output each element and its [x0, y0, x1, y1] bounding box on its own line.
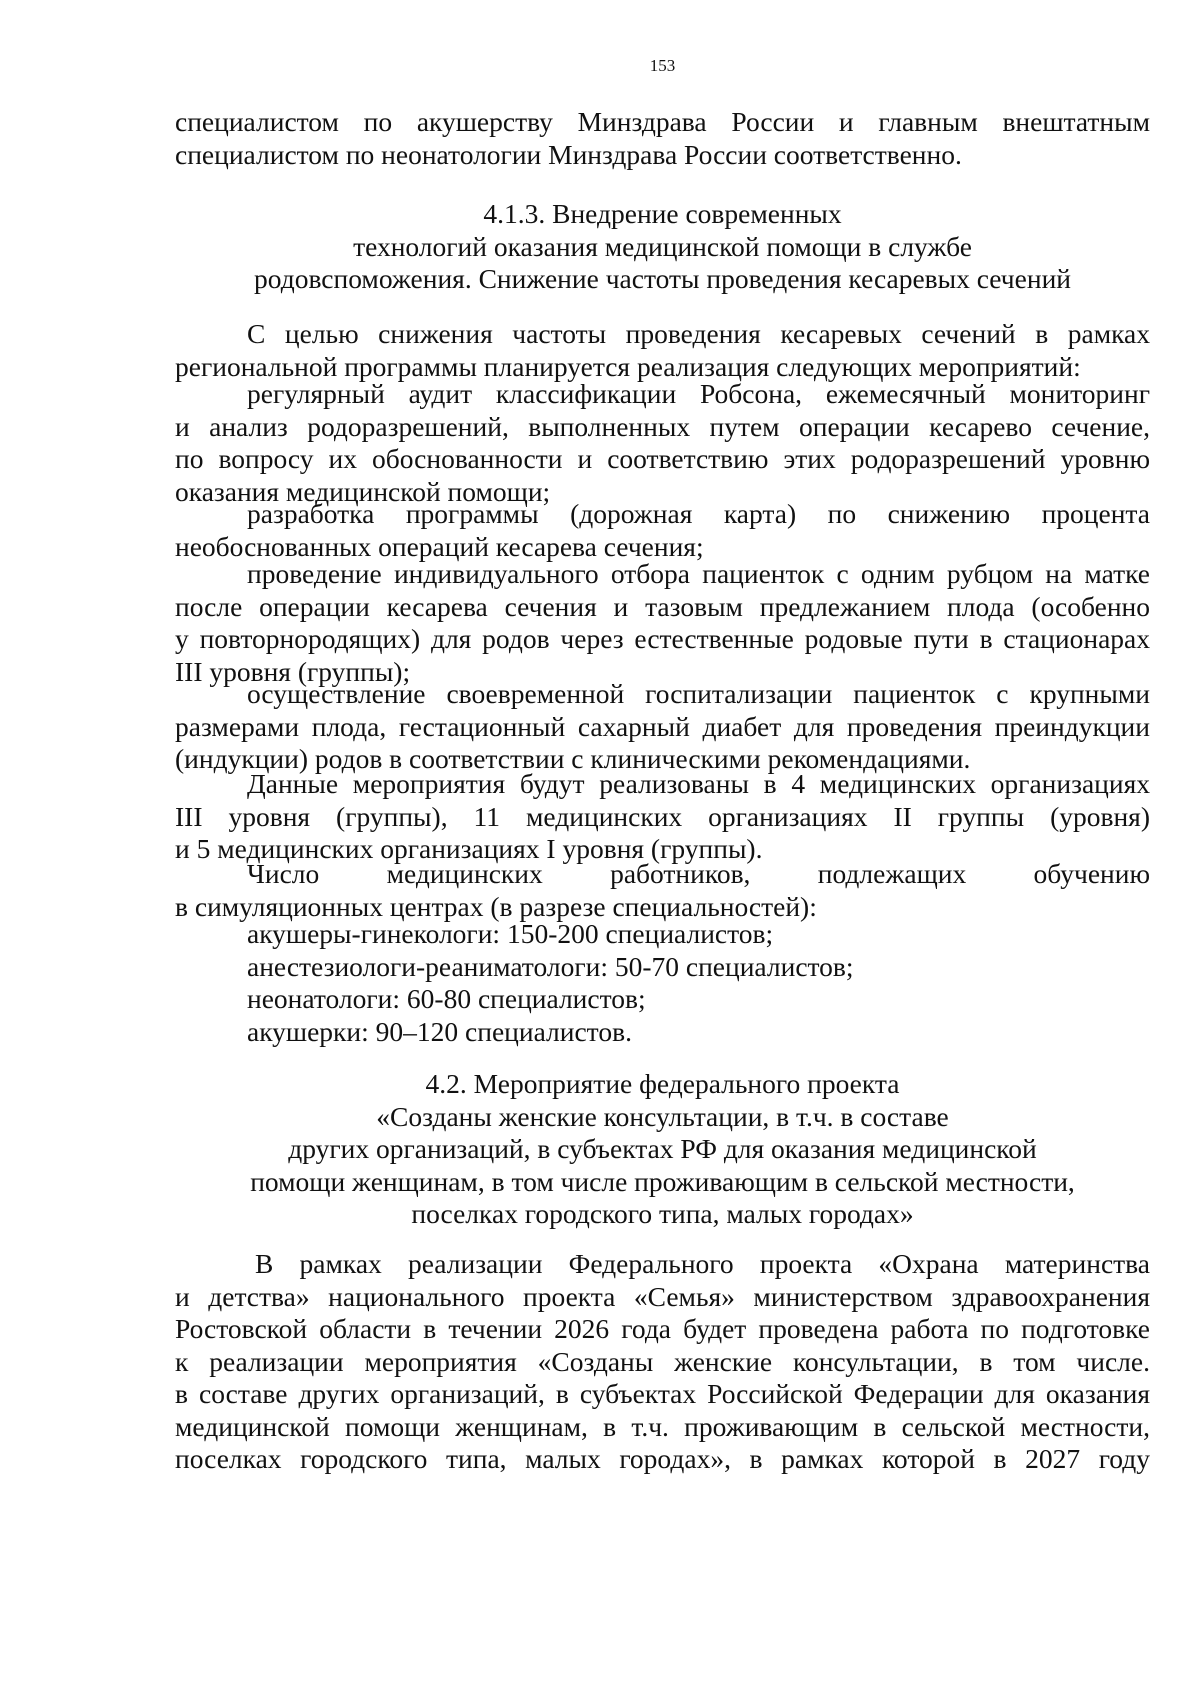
paragraph-organizations	[175, 768, 1150, 866]
section-heading-4-2	[175, 1068, 1150, 1231]
intro-paragraph	[175, 106, 1150, 171]
text-line: после операции кесарева сечения и тазовым предлежанием плода (особенно	[175, 590, 1150, 622]
staff-list	[175, 918, 1150, 1048]
text-line: III уровня (группы), 11 медицинских организациях II группы (уровня)	[175, 800, 1150, 832]
text-line: у повторнородящих) для родов через естественные родовые пути в стационарах	[175, 623, 1150, 654]
heading-line: 4.1.3. Внедрение современных	[483, 198, 842, 229]
paragraph-goal	[175, 318, 1150, 383]
text-line: в составе других организаций, в субъектах Российской Федерации для оказания	[175, 1378, 1150, 1409]
text-line: III уровня (группы);	[175, 655, 411, 687]
text-line: размерами плода, гестационный сахарный диабет для проведения преиндукции	[175, 710, 1150, 742]
text-line: и детства» национального проекта «Семья» министерством здравоохранения	[175, 1280, 1150, 1312]
text-line: специалистом по акушерству Минздрава России и главным внештатным	[175, 106, 1150, 137]
text-line: Ростовской области в течении 2026 года будет проведена работа по подготовке	[175, 1313, 1150, 1344]
paragraph-roadmap	[175, 498, 1150, 563]
text-line: осуществление своевременной госпитализации пациенток с крупными	[247, 678, 1150, 709]
section-heading-4-1-3	[175, 198, 1150, 296]
text-line: В рамках реализации Федерального проекта «Охрана материнства	[255, 1248, 1150, 1279]
list-item: неонатологи: 60-80 специалистов;	[247, 983, 646, 1014]
heading-line: технологий оказания медицинской помощи в службе	[353, 230, 972, 262]
text-line: и 5 медицинских организациях I уровня (группы).	[175, 833, 763, 864]
text-line: поселках городского типа, малых городах», в рамках которой в 2027 году	[175, 1443, 1150, 1474]
heading-line: поселках городского типа, малых городах»	[411, 1198, 914, 1229]
page-number: 153	[649, 56, 676, 75]
list-item: акушеры-гинекологи: 150-200 специалистов;	[247, 918, 774, 949]
text-line: необоснованных операций кесарева сечения;	[175, 530, 704, 562]
heading-line: помощи женщинам, в том числе проживающим в сельской местности,	[250, 1165, 1075, 1197]
text-line: регулярный аудит классификации Робсона, ежемесячный мониторинг	[247, 378, 1150, 409]
text-line: специалистом по неонатологии Минздрава России соответственно.	[175, 138, 962, 170]
text-line: к реализации мероприятия «Созданы женские консультации, в том числе.	[175, 1345, 1150, 1377]
paragraph-staff-training	[175, 858, 1150, 923]
text-line: медицинской помощи женщинам, в т.ч. проживающим в сельской местности,	[175, 1410, 1150, 1442]
text-line: в симуляционных центрах (в разрезе специальностей):	[175, 890, 817, 922]
text-line: Данные мероприятия будут реализованы в 4 медицинских организациях	[247, 768, 1150, 799]
text-line: региональной программы планируется реализация следующих мероприятий:	[175, 350, 1081, 382]
list-item: акушерки: 90–120 специалистов.	[247, 1015, 632, 1047]
text-line: проведение индивидуального отбора пациенток с одним рубцом на матке	[247, 558, 1150, 589]
paragraph-patient-selection	[175, 558, 1150, 688]
heading-line: «Созданы женские консультации, в т.ч. в составе	[376, 1100, 949, 1132]
text-line: С целью снижения частоты проведения кесаревых сечений в рамках	[247, 318, 1150, 349]
text-line: оказания медицинской помощи;	[175, 475, 551, 507]
paragraph-federal-project	[175, 1248, 1150, 1476]
text-line: по вопросу их обоснованности и соответствию этих родоразрешений уровню	[175, 443, 1150, 474]
heading-line: 4.2. Мероприятие федерального проекта	[425, 1068, 900, 1099]
heading-line: родовспоможения. Снижение частоты проведения кесаревых сечений	[254, 263, 1071, 294]
paragraph-robson-audit	[175, 378, 1150, 508]
text-line: и анализ родоразрешений, выполненных путем операции кесарево сечение,	[175, 410, 1150, 442]
heading-line: других организаций, в субъектах РФ для оказания медицинской	[288, 1133, 1037, 1164]
text-line: разработка программы (дорожная карта) по снижению процента	[247, 498, 1150, 529]
text-line: (индукции) родов в соответствии с клиническими рекомендациями.	[175, 743, 971, 774]
text-line: Число медицинских работников, подлежащих обучению	[247, 858, 1150, 889]
paragraph-hospitalization	[175, 678, 1150, 776]
list-item: анестезиологи-реаниматологи: 50-70 специалистов;	[247, 950, 854, 982]
